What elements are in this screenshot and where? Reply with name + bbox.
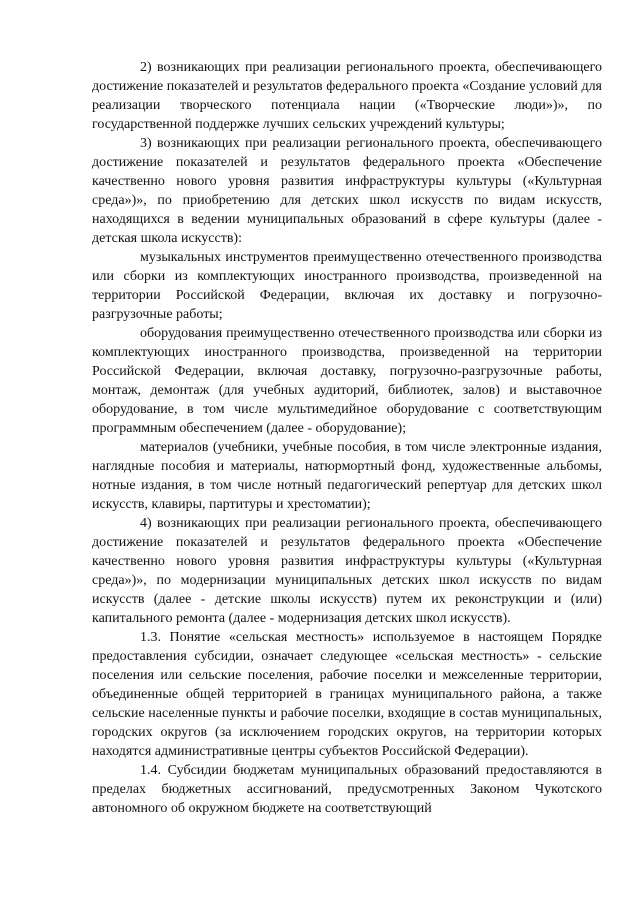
paragraph-item-2: 2) возникающих при реализации регионального проекта, обеспечивающего достижение показателей и результатов федерального проекта «Создание условий для реализации творческого потенциала нации («Творческие люди»)», по государственной поддержке лучших сельских учреждений культуры; <box>92 60 602 132</box>
paragraph-equipment: оборудования преимущественно отечественного производства или сборки из комплектующих иностранного производства, произведенной на территории Российской Федерации, включая доставку, погрузочно-разгрузочные работы, монтаж, демонтаж (для учебных аудиторий, библиотек, залов) и выставочное оборудование, в том числе мультимедийное оборудование с соответствующим программным обеспечением (далее - оборудование); <box>92 326 602 436</box>
paragraph-item-3: 3) возникающих при реализации регионального проекта, обеспечивающего достижение показателей и результатов федерального проекта «Обеспечение качественно нового уровня развития инфраструктуры культуры («Культурная среда»)», по приобретению для детских школ искусств по видам искусств, находящихся в ведении муниципальных образований в сфере культуры (далее - детская школа искусств): <box>92 136 602 246</box>
paragraph-1-4: 1.4. Субсидии бюджетам муниципальных образований предоставляются в пределах бюджетных ассигнований, предусмотренных Законом Чукотского автономного об окружном бюджете на соответствующий <box>92 763 602 816</box>
document-page <box>92 58 602 818</box>
paragraph-materials: материалов (учебники, учебные пособия, в том числе электронные издания, наглядные пособия и материалы, натюрмортный фонд, художественные альбомы, нотные издания, в том числе нотный педагогический репертуар для детских школ искусств, клавиры, партитуры и хрестоматии); <box>92 440 602 512</box>
paragraph-musical-instruments: музыкальных инструментов преимущественно отечественного производства или сборки из комплектующих иностранного производства, произведенной на территории Российской Федерации, включая их доставку и погрузочно-разгрузочные работы; <box>92 250 602 322</box>
paragraph-1-3: 1.3. Понятие «сельская местность» используемое в настоящем Порядке предоставления субсидии, означает следующее «сельская местность» - сельские поселения или сельские поселения, рабочие поселки и межселенные территории, объединенные общей территорией в границах муниципального района, а также сельские населенные пункты и рабочие поселки, входящие в состав муниципальных, городских округов (за исключением городских округов, на территории которых находятся административные центры субъектов Российской Федерации). <box>92 630 602 759</box>
paragraph-item-4: 4) возникающих при реализации регионального проекта, обеспечивающего достижение показателей и результатов федерального проекта «Обеспечение качественно нового уровня развития инфраструктуры культуры («Культурная среда»)», по модернизации муниципальных детских школ искусств по видам искусств (далее - детские школы искусств) путем их реконструкции и (или) капитального ремонта (далее - модернизация детских школ искусств). <box>92 516 602 626</box>
